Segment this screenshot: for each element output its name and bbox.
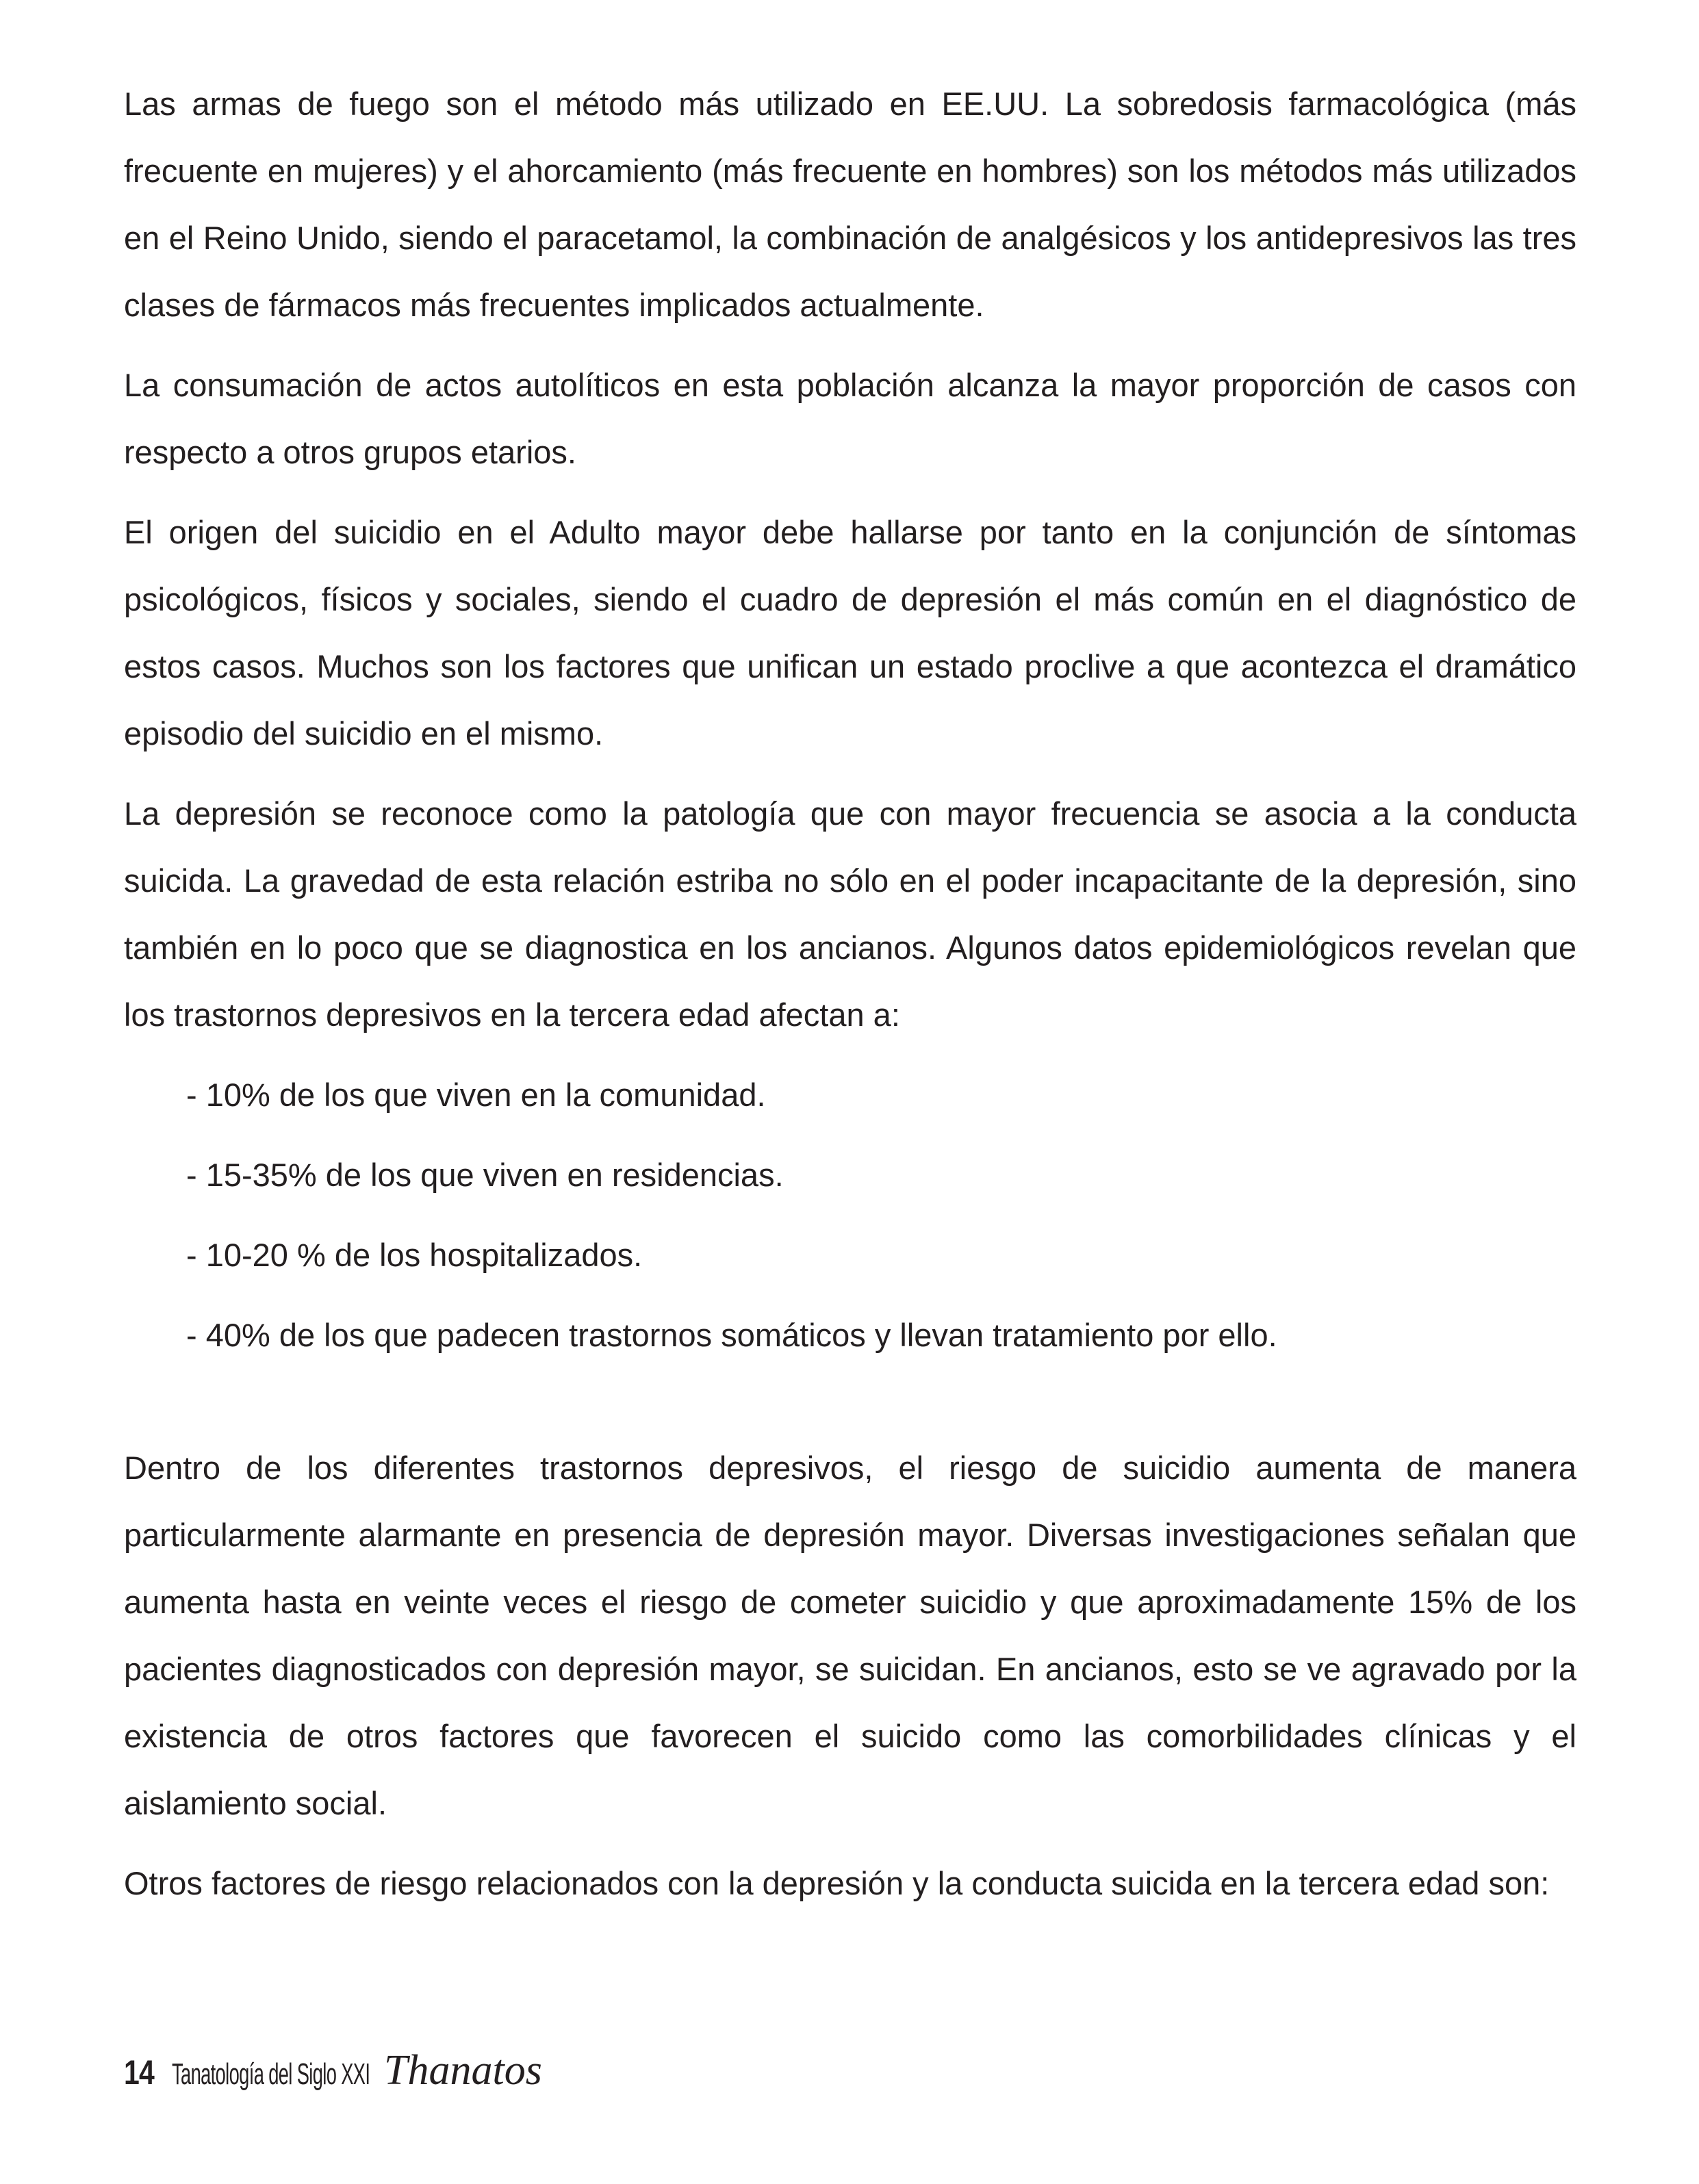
paragraph-methods: Las armas de fuego son el método más utilizado en EE.UU. La sobredosis farmacológica (más frecuente en mujeres) y el ahorcamiento (más frecuente en hombres) son los métodos más utilizados en el Reino Unido, siendo el paracetamol, la combinación de analgésicos y los antidepresivos las tres clases de fármacos más frecuentes implicados actualmente. <box>124 86 1576 323</box>
list-item: - 40% de los que padecen trastornos somáticos y llevan tratamiento por ello. <box>186 1317 1277 1353</box>
list-item: - 10% de los que viven en la comunidad. <box>186 1077 766 1113</box>
publication-title: Tanatología del Siglo XXI <box>172 2057 370 2091</box>
paragraph-major-depression: Dentro de los diferentes trastornos depresivos, el riesgo de suicidio aumenta de manera particularmente alarmante en presencia de depresión mayor. Diversas investigaciones señalan que aumenta hasta en veinte veces el riesgo de cometer suicidio y que aproximadamente 15% de los pacientes diagnosticados con depresión mayor, se suicidan. En ancianos, esto se ve agravado por la existencia de otros factores que favorecen el suicido como las comorbilidades clínicas y el aislamiento social. <box>124 1450 1576 1821</box>
prevalence-list <box>124 1062 1576 1369</box>
page-number: 14 <box>124 2053 154 2092</box>
list-item: - 10-20 % de los hospitalizados. <box>186 1237 643 1273</box>
paragraph-depression: La depresión se reconoce como la patología que con mayor frecuencia se asocia a la conducta suicida. La gravedad de esta relación estriba no sólo en el poder incapacitante de la depresión, sino también en lo poco que se diagnostica en los ancianos. Algunos datos epidemiológicos revelan que los trastornos depresivos en la tercera edad afectan a: <box>124 795 1576 1033</box>
paragraph-consummation: La consumación de actos autolíticos en esta población alcanza la mayor proporción de casos con respecto a otros grupos etarios. <box>124 367 1576 470</box>
thanatos-logo: Thanatos <box>384 2047 542 2094</box>
paragraph-origin: El origen del suicidio en el Adulto mayor debe hallarse por tanto en la conjunción de síntomas psicológicos, físicos y sociales, siendo el cuadro de depresión el más común en el diagnóstico de estos casos. Muchos son los factores que unifican un estado proclive a que acontezca el dramático episodio del suicidio en el mismo. <box>124 514 1576 751</box>
list-item: - 15-35% de los que viven en residencias. <box>186 1157 784 1193</box>
paragraph-other-factors: Otros factores de riesgo relacionados con la depresión y la conducta suicida en la tercera edad son: <box>124 1865 1550 1901</box>
page-footer <box>124 2046 542 2108</box>
body-text <box>124 70 1576 1930</box>
